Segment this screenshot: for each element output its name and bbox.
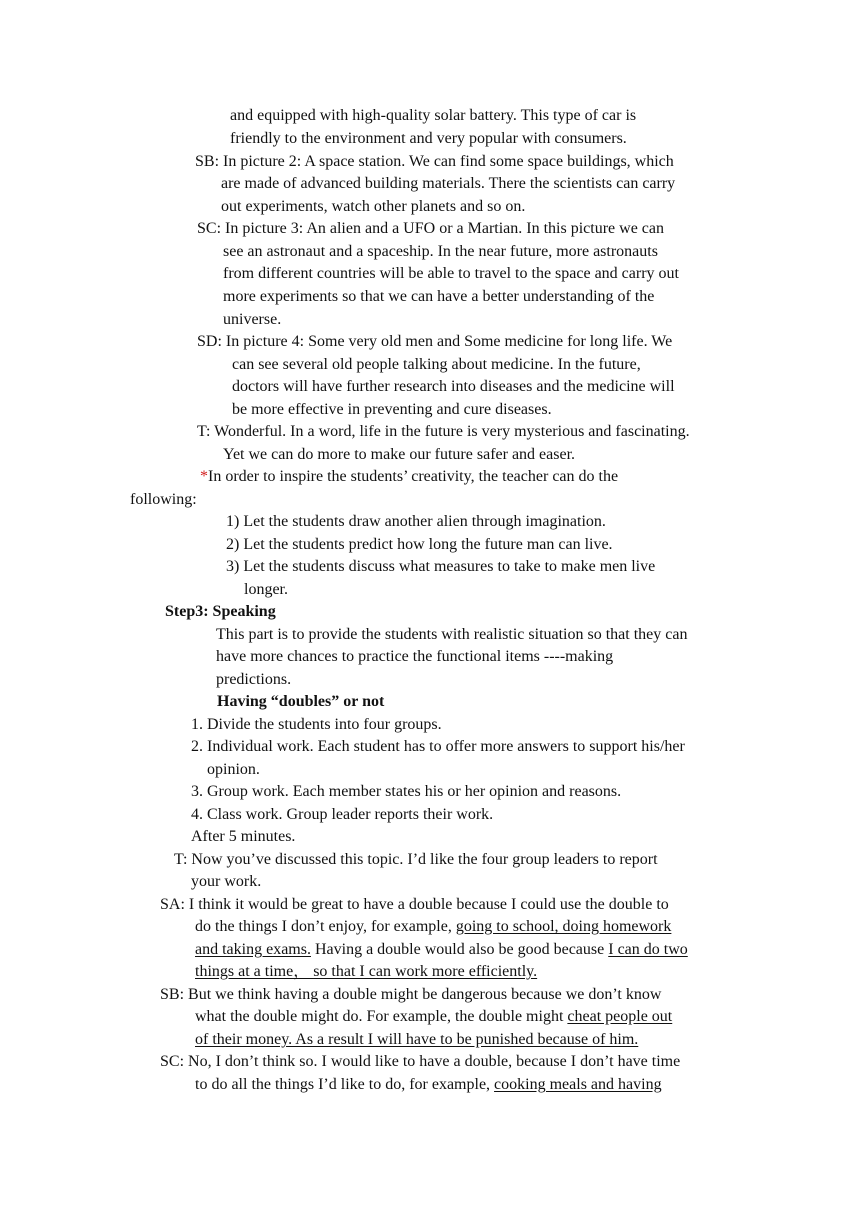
- underlined-phrase: going to school, doing homework: [455, 918, 672, 935]
- text-line: Yet we can do more to make our future safer and easer.: [223, 446, 576, 463]
- text-line: can see several old people talking about medicine. In the future,: [232, 356, 641, 373]
- list-item: longer.: [244, 581, 288, 598]
- text-line: are made of advanced building materials. There the scientists can carry: [221, 175, 676, 192]
- list-item: 1) Let the students draw another alien through imagination.: [226, 513, 606, 530]
- text-line: SD: In picture 4: Some very old men and Some medicine for long life. We: [197, 333, 673, 350]
- text-line: This part is to provide the students with realistic situation so that they can: [216, 626, 688, 643]
- text-line: SA: I think it would be great to have a double because I could use the double to: [160, 896, 669, 913]
- text-line: following:: [130, 491, 197, 508]
- text-line: from different countries will be able to travel to the space and carry out: [223, 265, 679, 282]
- text-line: have more chances to practice the functional items ----making: [216, 648, 614, 665]
- text-line: and equipped with high-quality solar battery. This type of car is: [230, 107, 637, 124]
- underlined-phrase: things at a time， so that I can work more efficiently.: [195, 963, 538, 980]
- text-line: friendly to the environment and very popular with consumers.: [230, 130, 627, 147]
- text-line: SC: No, I don’t think so. I would like to have a double, because I don’t have time: [160, 1053, 681, 1070]
- list-item: 3. Group work. Each member states his or her opinion and reasons.: [191, 783, 622, 800]
- text-line: SC: In picture 3: An alien and a UFO or a Martian. In this picture we can: [197, 220, 664, 237]
- text-line: see an astronaut and a spaceship. In the near future, more astronauts: [223, 243, 658, 260]
- text-line: to do all the things I’d like to do, for example, cooking meals and having: [195, 1076, 662, 1093]
- text-line: and taking exams. Having a double would also be good because I can do two: [195, 941, 688, 958]
- list-item: 1. Divide the students into four groups.: [191, 716, 442, 733]
- text-line: more experiments so that we can have a better understanding of the: [223, 288, 655, 305]
- text-line: doctors will have further research into diseases and the medicine will: [232, 378, 675, 395]
- text-line: do the things I don’t enjoy, for example, going to school, doing homework: [195, 918, 672, 935]
- text-line: SB: But we think having a double might be dangerous because we don’t know: [160, 986, 662, 1003]
- text-line: universe.: [223, 311, 282, 328]
- activity-title: Having “doubles” or not: [217, 693, 385, 710]
- underlined-phrase: I can do two: [608, 941, 688, 958]
- text-line: be more effective in preventing and cure diseases.: [232, 401, 552, 418]
- underlined-phrase: cheat people out: [567, 1008, 673, 1025]
- text-line: T: Now you’ve discussed this topic. I’d like the four group leaders to report: [174, 851, 658, 868]
- text-line: out experiments, watch other planets and so on.: [221, 198, 526, 215]
- text-line: what the double might do. For example, the double might cheat people out: [195, 1008, 673, 1025]
- section-heading: Step3: Speaking: [165, 603, 276, 620]
- list-item: 2. Individual work. Each student has to offer more answers to support his/her: [191, 738, 685, 755]
- underlined-phrase: of their money. As a result I will have to be punished because of him.: [195, 1031, 639, 1048]
- underlined-phrase: cooking meals and having: [494, 1076, 662, 1093]
- text-line: *In order to inspire the students’ creativity, the teacher can do the: [200, 468, 619, 485]
- list-item: opinion.: [207, 761, 260, 778]
- underlined-phrase: and taking exams.: [195, 941, 311, 958]
- list-item: 2) Let the students predict how long the future man can live.: [226, 536, 613, 553]
- text-line: predictions.: [216, 671, 292, 688]
- asterisk-marker: *: [200, 468, 208, 485]
- text-line: After 5 minutes.: [191, 828, 296, 845]
- list-item: 3) Let the students discuss what measures to take to make men live: [226, 558, 656, 575]
- list-item: 4. Class work. Group leader reports their work.: [191, 806, 494, 823]
- text-line: T: Wonderful. In a word, life in the future is very mysterious and fascinating.: [197, 423, 690, 440]
- text-line: SB: In picture 2: A space station. We can find some space buildings, which: [195, 153, 674, 170]
- text-line: [195, 1030, 638, 1050]
- text-line: your work.: [191, 873, 262, 890]
- text-line: [195, 962, 537, 982]
